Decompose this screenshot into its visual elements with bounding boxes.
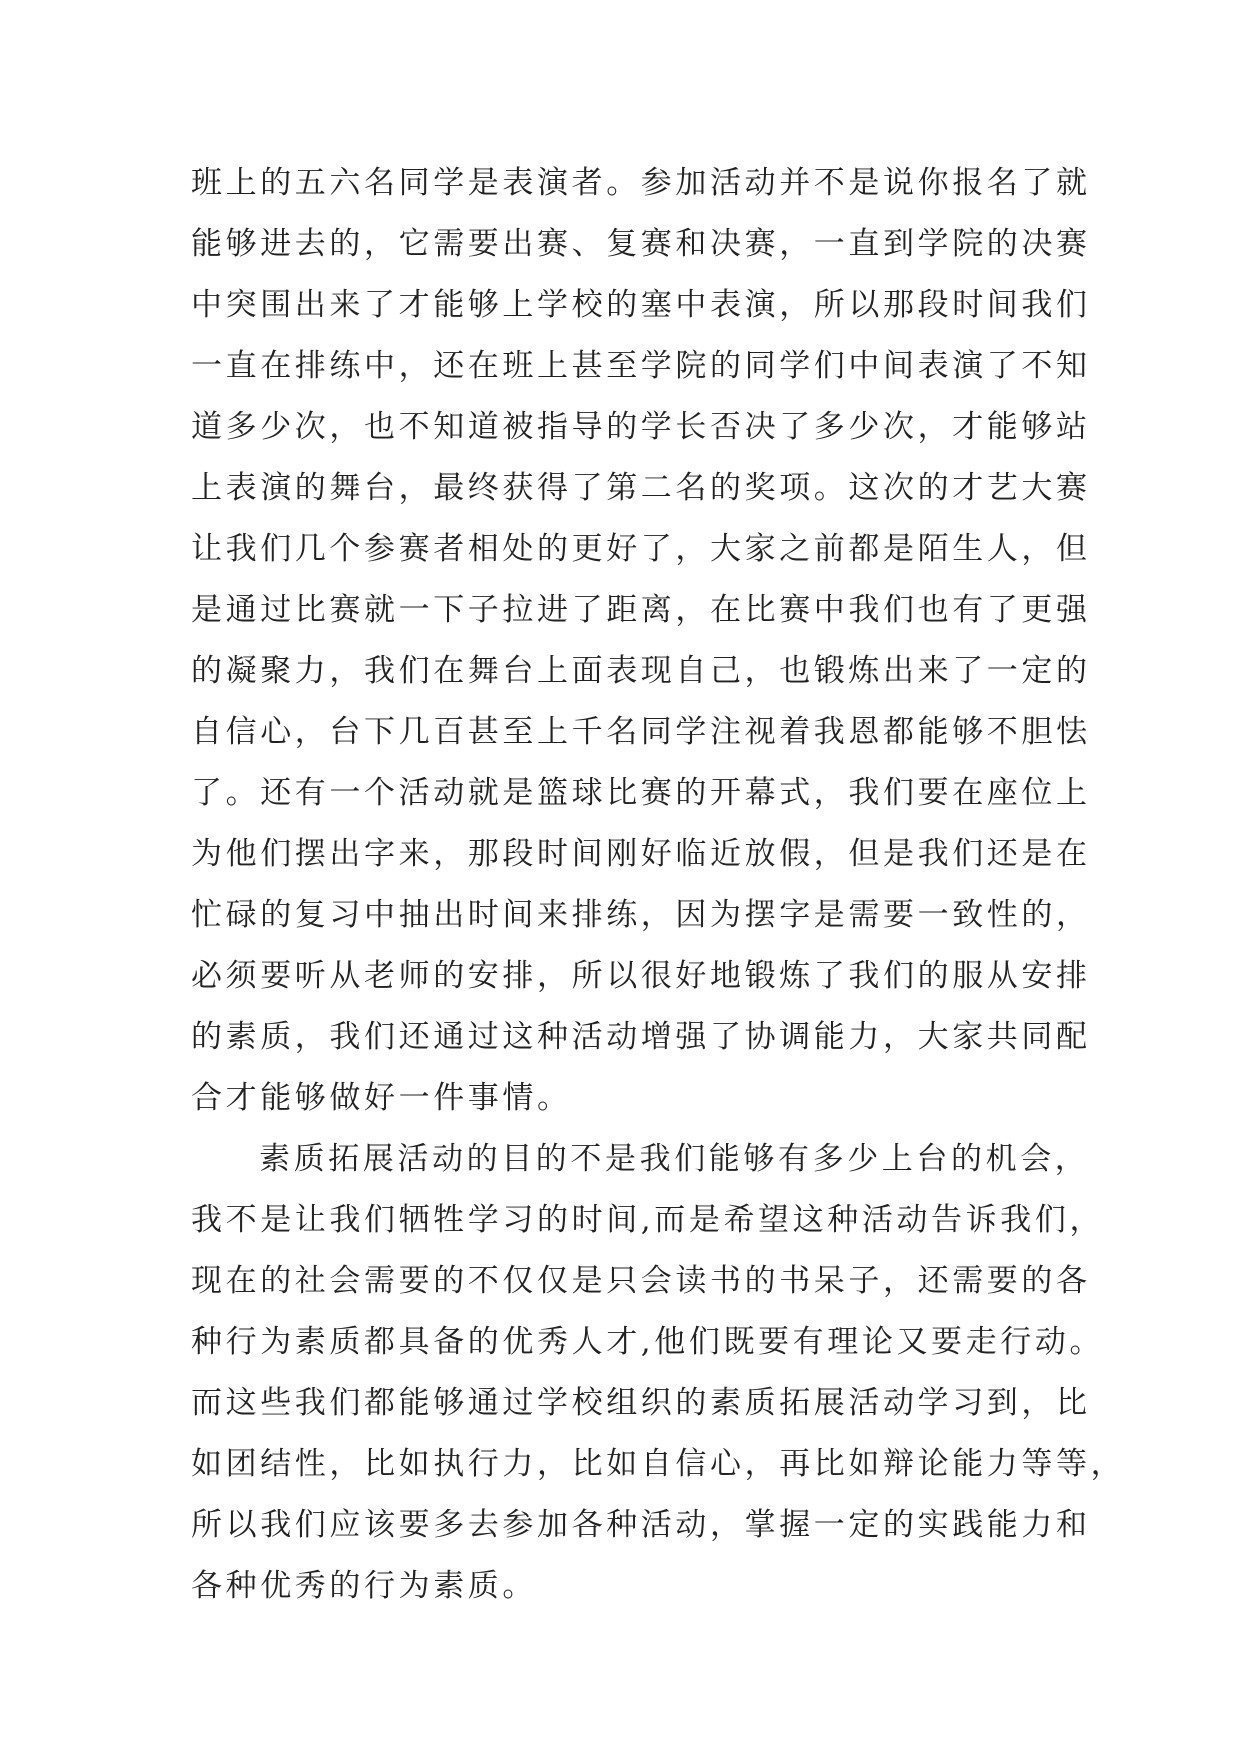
paragraph-line: 能够进去的，它需要出赛、复赛和决赛，一直到学院的决赛 (191, 226, 1091, 262)
paragraph-line: 为他们摆出字来，那段时间刚好临近放假，但是我们还是在 (191, 836, 1091, 872)
paragraph-line: 上表演的舞台，最终获得了第二名的奖项。这次的才艺大赛 (191, 470, 1091, 506)
paragraph-line: 我不是让我们牺牲学习的时间,而是希望这种活动告诉我们， (191, 1202, 1105, 1238)
paragraph-line: 必须要听从老师的安排，所以很好地锻炼了我们的服从安排 (191, 958, 1091, 994)
paragraph-line: 中突围出来了才能够上学校的塞中表演，所以那段时间我们 (191, 287, 1091, 323)
paragraph-2 (191, 1129, 1126, 1617)
paragraph-line: 让我们几个参赛者相处的更好了，大家之前都是陌生人，但 (191, 531, 1091, 567)
paragraph-line: 的素质，我们还通过这种活动增强了协调能力，大家共同配 (191, 1019, 1091, 1055)
paragraph-line: 种行为素质都具备的优秀人才,他们既要有理论又要走行动。 (191, 1324, 1105, 1360)
paragraph-line: 道多少次，也不知道被指导的学长否决了多少次，才能够站 (191, 409, 1091, 445)
paragraph-line: 班上的五六名同学是表演者。参加活动并不是说你报名了就 (191, 165, 1091, 201)
paragraph-line: 自信心，台下几百甚至上千名同学注视着我恩都能够不胆怯 (191, 714, 1091, 750)
paragraph-line: 现在的社会需要的不仅仅是只会读书的书呆子，还需要的各 (191, 1263, 1091, 1299)
paragraph-line: 素质拓展活动的目的不是我们能够有多少上台的机会， (259, 1141, 1090, 1177)
paragraph-line: 忙碌的复习中抽出时间来排练，因为摆字是需要一致性的， (191, 897, 1091, 933)
paragraph-line: 的凝聚力，我们在舞台上面表现自己，也锻炼出来了一定的 (191, 653, 1091, 689)
paragraph-line: 各种优秀的行为素质。 (191, 1568, 537, 1604)
paragraph-line: 了。还有一个活动就是篮球比赛的开幕式，我们要在座位上 (191, 775, 1091, 811)
paragraph-line: 合才能够做好一件事情。 (191, 1080, 572, 1116)
paragraph-line: 如团结性，比如执行力，比如自信心，再比如辩论能力等等， (191, 1446, 1126, 1482)
paragraph-line: 而这些我们都能够通过学校组织的素质拓展活动学习到，比 (191, 1385, 1091, 1421)
paragraph-1 (191, 153, 1091, 1129)
paragraph-line: 一直在排练中，还在班上甚至学院的同学们中间表演了不知 (191, 348, 1091, 384)
paragraph-line: 所以我们应该要多去参加各种活动，掌握一定的实践能力和 (191, 1507, 1091, 1543)
paragraph-line: 是通过比赛就一下子拉进了距离，在比赛中我们也有了更强 (191, 592, 1091, 628)
